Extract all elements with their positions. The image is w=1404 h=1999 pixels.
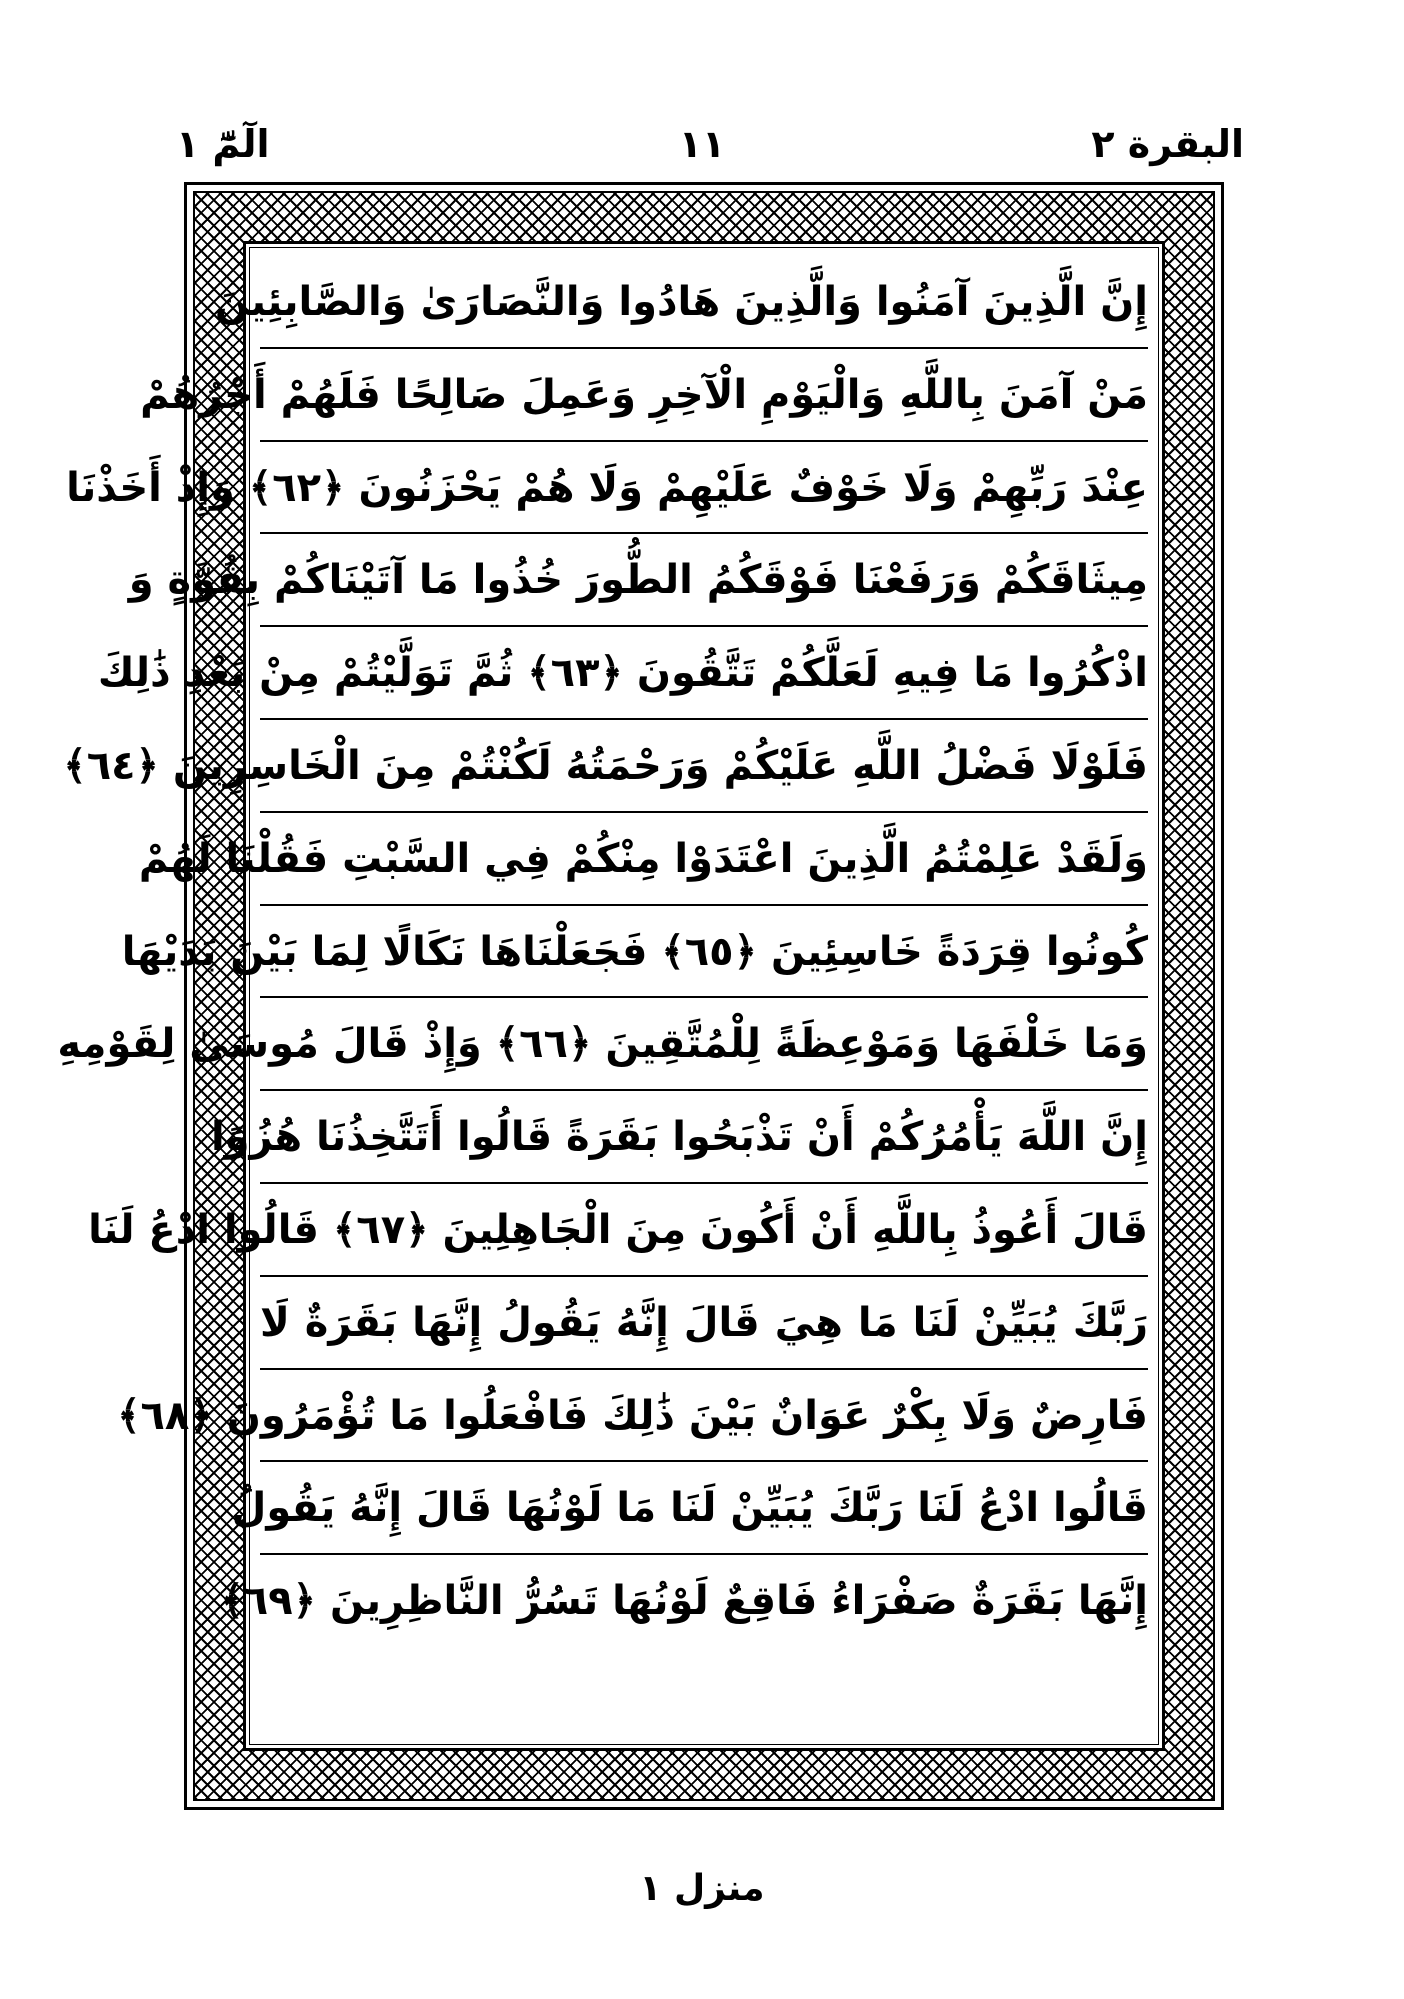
page-number: ١١ [678,122,726,166]
verse-line: إِنَّ اللَّهَ يَأْمُرُكُمْ أَنْ تَذْبَحُوا بَقَرَةً قَالُوا أَتَتَّخِذُنَا هُزُوًا [260,1091,1148,1184]
juz-name: الٓمّٓ ١ [176,122,270,166]
page-border [57,182,1224,1810]
surah-name: البقرة ٢ [1091,122,1244,166]
verse-line: فَارِضٌ وَلَا بِكْرٌ عَوَانٌ بَيْنَ ذَٰلِكَ فَافْعَلُوا مَا تُؤْمَرُونَ ﴿٦٨﴾ [260,1370,1148,1463]
verse-line: قَالَ أَعُوذُ بِاللَّهِ أَنْ أَكُونَ مِنَ الْجَاهِلِينَ ﴿٦٧﴾ قَالُوا ادْعُ لَنَا [260,1184,1148,1277]
verse-lines [57,256,1148,1648]
verse-line: مَنْ آمَنَ بِاللَّهِ وَالْيَوْمِ الْآخِرِ وَعَمِلَ صَالِحًا فَلَهُمْ أَجْرُهُمْ [260,349,1148,442]
verse-line: وَلَقَدْ عَلِمْتُمُ الَّذِينَ اعْتَدَوْا مِنْكُمْ فِي السَّبْتِ فَقُلْنَا لَهُمْ [260,813,1148,906]
verse-line: مِيثَاقَكُمْ وَرَفَعْنَا فَوْقَكُمُ الطُّورَ خُذُوا مَا آتَيْنَاكُمْ بِقُوَّةٍ وَ [260,534,1148,627]
manzil-label: منزل ١ [639,1868,765,1909]
verse-line: إِنَّهَا بَقَرَةٌ صَفْرَاءُ فَاقِعٌ لَوْنُهَا تَسُرُّ النَّاظِرِينَ ﴿٦٩﴾ [220,1578,1148,1625]
verse-line: وَمَا خَلْفَهَا وَمَوْعِظَةً لِلْمُتَّقِينَ ﴿٦٦﴾ وَإِذْ قَالَ مُوسَىٰ لِقَوْمِهِ [260,998,1148,1091]
verse-line: قَالُوا ادْعُ لَنَا رَبَّكَ يُبَيِّنْ لَنَا مَا لَوْنُهَا قَالَ إِنَّهُ يَقُولُ [260,1462,1148,1555]
verse-line: رَبَّكَ يُبَيِّنْ لَنَا مَا هِيَ قَالَ إِنَّهُ يَقُولُ إِنَّهَا بَقَرَةٌ لَا [260,1277,1148,1370]
verse-line: فَلَوْلَا فَضْلُ اللَّهِ عَلَيْكُمْ وَرَحْمَتُهُ لَكُنْتُمْ مِنَ الْخَاسِرِينَ ﴿٦٤﴾ [260,720,1148,813]
verse-line: كُونُوا قِرَدَةً خَاسِئِينَ ﴿٦٥﴾ فَجَعَلْنَاهَا نَكَالًا لِمَا بَيْنَ يَدَيْهَا [260,906,1148,999]
text-panel [57,241,1165,1751]
verse-line: إِنَّ الَّذِينَ آمَنُوا وَالَّذِينَ هَادُوا وَالنَّصَارَىٰ وَالصَّابِئِينَ [260,256,1148,349]
verse-line: عِنْدَ رَبِّهِمْ وَلَا خَوْفٌ عَلَيْهِمْ وَلَا هُمْ يَحْزَنُونَ ﴿٦٢﴾ وَإِذْ أَخَذْنَا [260,442,1148,535]
verse-line: اذْكُرُوا مَا فِيهِ لَعَلَّكُمْ تَتَّقُونَ ﴿٦٣﴾ ثُمَّ تَوَلَّيْتُمْ مِنْ بَعْدِ ذَٰلِكَ [260,627,1148,720]
